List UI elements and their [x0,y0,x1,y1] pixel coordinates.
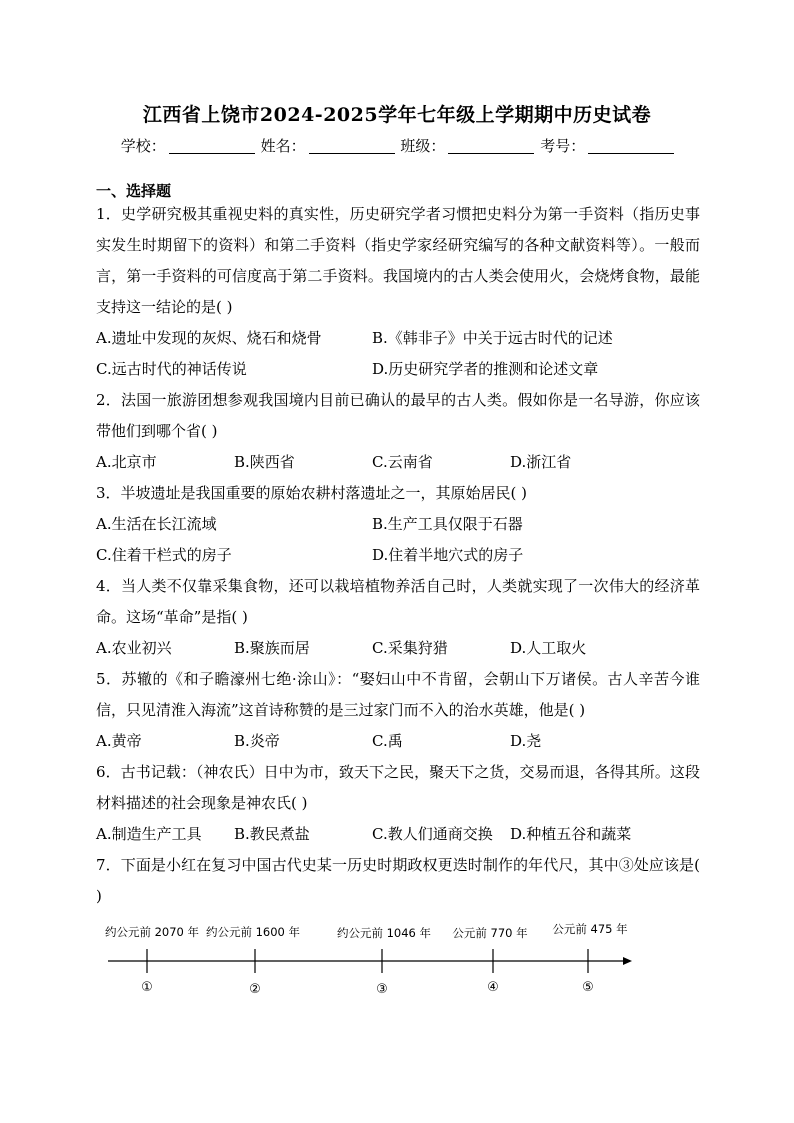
exam-no-blank[interactable] [588,138,674,154]
timeline-mark-2: ② [249,982,261,997]
option-b[interactable]: B.生产工具仅限于石器 [372,515,523,533]
name-label: 姓名： [260,137,306,155]
option-b[interactable]: B.聚族而居 [234,639,310,657]
question-text: 5．苏辙的《和子瞻濠州七绝·涂山》：“娶妇山中不肯留，会朝山下万诸侯。古人辛苦今谁信，只见清淮入海流”这首诗称赞的是三过家门而不入的治水英雄，他是( ) [96,670,700,719]
options-row [96,509,700,540]
options-row [96,819,700,850]
option-a[interactable]: A.黄帝 [96,732,142,750]
question-text: 7．下面是小红在复习中国古代史某一历史时期政权更迭时制作的年代尺，其中③处应该是( ) [96,856,700,905]
timeline-arrow-icon [623,957,632,965]
option-c[interactable]: C.禹 [372,732,403,750]
school-blank[interactable] [169,138,255,154]
section-heading: 一、选择题 [96,182,172,200]
question-text: 3．半坡遗址是我国重要的原始农耕村落遗址之一，其原始居民( ) [96,484,528,502]
option-b[interactable]: B.陕西省 [234,453,295,471]
option-b[interactable]: B.炎帝 [234,732,280,750]
option-c[interactable]: C.远古时代的神话传说 [96,360,247,378]
option-d[interactable]: D.历史研究学者的推测和论述文章 [372,360,599,378]
option-b[interactable]: B.教民煮盐 [234,825,310,843]
option-c[interactable]: C.采集狩猎 [372,639,448,657]
questions [96,199,700,912]
option-a[interactable]: A.遗址中发现的灰烬、烧石和烧骨 [96,329,322,347]
option-d[interactable]: D.尧 [510,732,542,750]
option-d[interactable]: D.人工取火 [510,639,587,657]
question-text: 6．古书记载：（神农氏）日中为市，致天下之民，聚天下之货，交易而退，各得其所。这段材料描述的社会现象是神农氏( ) [96,763,700,812]
question-3 [96,478,700,571]
timeline-date-3: 约公元前 1046 年 [336,926,432,940]
timeline-date-4: 公元前 770 年 [452,926,528,940]
options-row [96,540,700,571]
option-d[interactable]: D.种植五谷和蔬菜 [510,825,632,843]
name-blank[interactable] [309,138,395,154]
timeline-mark-3: ③ [376,982,388,997]
option-a[interactable]: A.生活在长江流域 [96,515,217,533]
option-d[interactable]: D.住着半地穴式的房子 [372,546,524,564]
option-d[interactable]: D.浙江省 [510,453,572,471]
question-7 [96,850,700,912]
options-row [96,323,700,354]
timeline-mark-5: ⑤ [582,980,594,995]
page-title: 江西省上饶市2024-2025学年七年级上学期期中历史试卷 [142,104,652,126]
options-row [96,726,700,757]
question-text: 1．史学研究极其重视史料的真实性，历史研究学者习惯把史料分为第一手资料（指历史事实发生时期留下的资料）和第二手资料（指史学家经研究编写的各种文献资料等）。一般而言，第一手资料的可信度高于第二手资料。我国境内的古人类会使用火，会烧烤食物，最能支持这一结论的是( ) [96,205,700,316]
question-6 [96,757,700,850]
exam-no-label: 考号： [540,137,586,155]
question-2 [96,385,700,478]
options-row [96,447,700,478]
timeline-date-5: 公元前 475 年 [552,922,628,936]
option-c[interactable]: C.教人们通商交换 [372,825,493,843]
option-c[interactable]: C.住着干栏式的房子 [96,546,232,564]
timeline-mark-1: ① [141,980,153,995]
question-5 [96,664,700,757]
timeline-figure [100,918,640,1008]
option-a[interactable]: A.农业初兴 [96,639,172,657]
class-label: 班级： [400,137,446,155]
options-row [96,633,700,664]
options-row [96,354,700,385]
class-blank[interactable] [448,138,534,154]
option-b[interactable]: B.《韩非子》中关于远古时代的记述 [372,329,613,347]
timeline-mark-4: ④ [487,980,499,995]
question-4 [96,571,700,664]
option-c[interactable]: C.云南省 [372,453,433,471]
school-label: 学校： [120,137,166,155]
question-text: 4．当人类不仅靠采集食物，还可以栽培植物养活自己时，人类就实现了一次伟大的经济革命。这场“革命”是指( ) [96,577,700,626]
option-a[interactable]: A.北京市 [96,453,157,471]
option-a[interactable]: A.制造生产工具 [96,825,202,843]
timeline-date-1: 约公元前 2070 年 [104,925,200,939]
student-info-row [0,135,794,156]
timeline-date-2: 约公元前 1600 年 [205,925,301,939]
question-text: 2．法国一旅游团想参观我国境内目前已确认的最早的古人类。假如你是一名导游，你应该带他们到哪个省( ) [96,391,700,440]
question-1 [96,199,700,385]
